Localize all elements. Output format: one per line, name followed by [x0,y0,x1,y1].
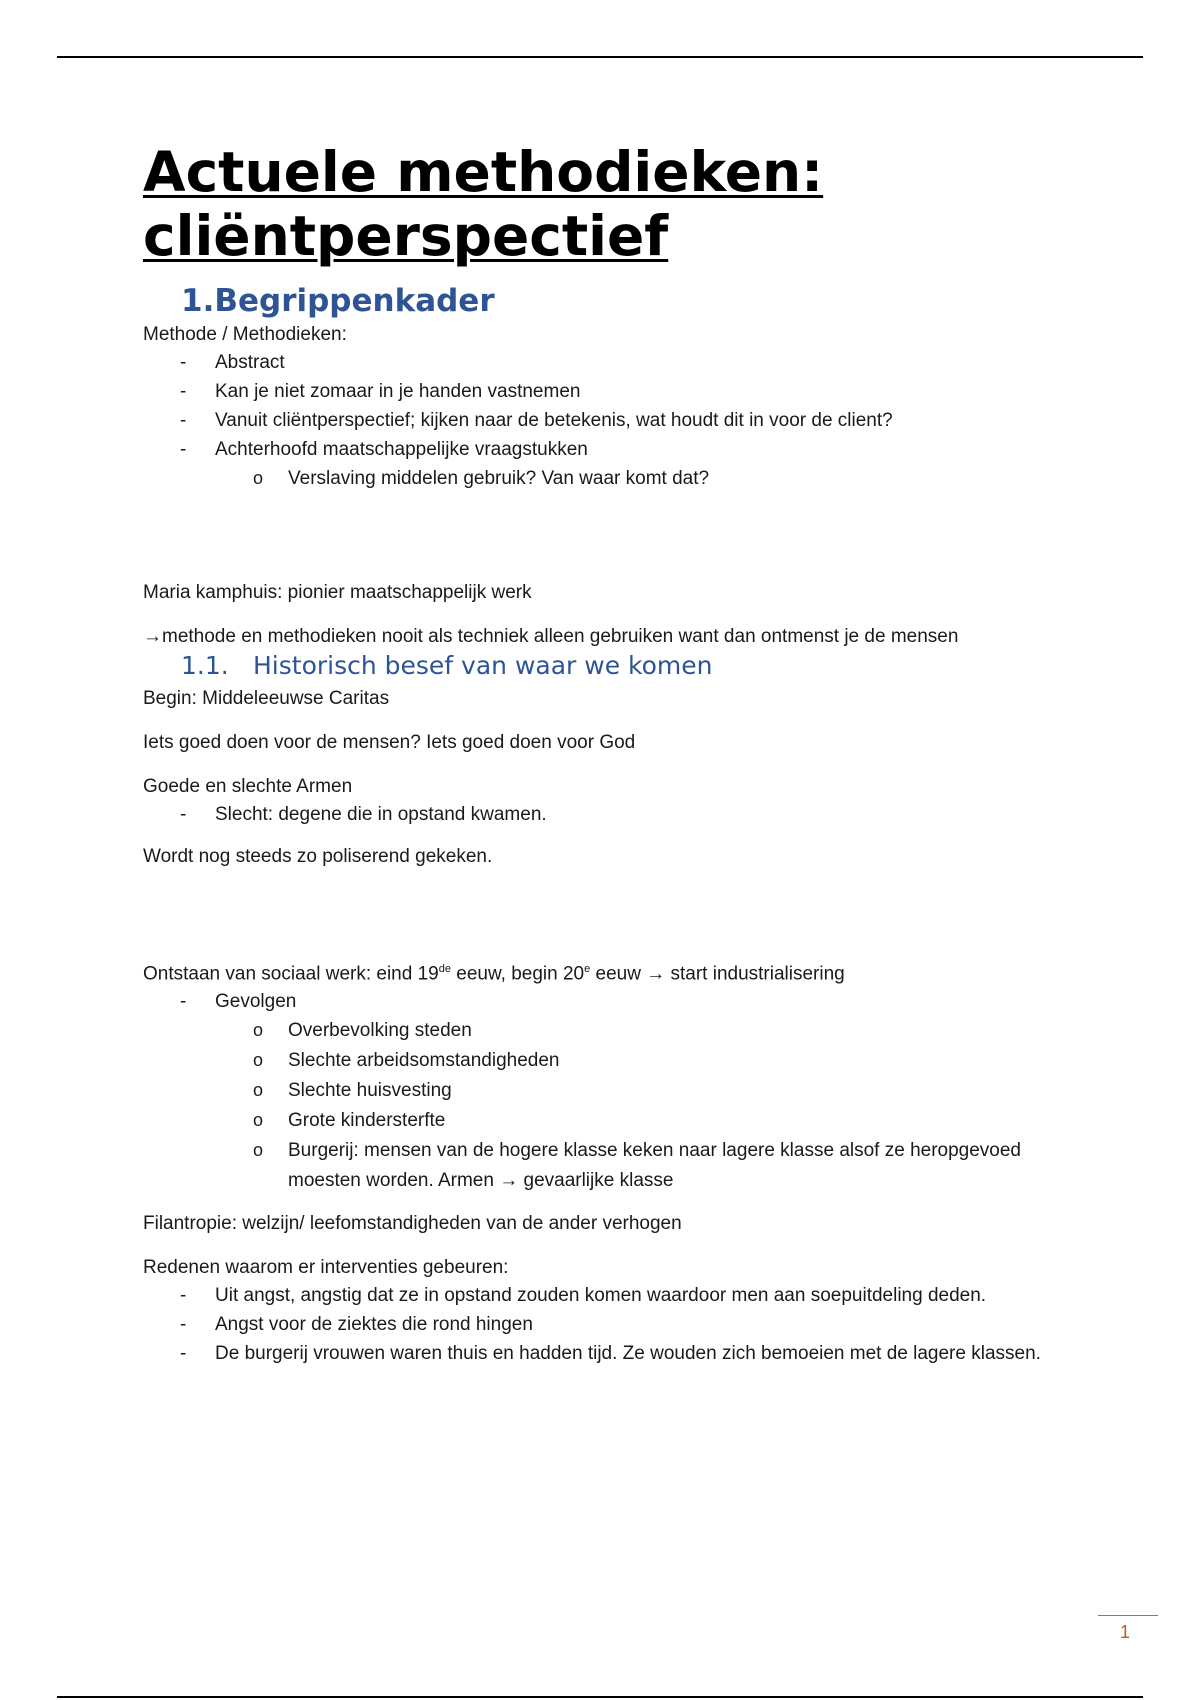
paragraph: Wordt nog steeds zo poliserend gekeken. [143,846,493,867]
bullet-list [143,1281,1103,1368]
paragraph: Methode / Methodieken: [143,324,347,345]
paragraph: Maria kamphuis: pionier maatschappelijk werk [143,582,532,603]
footer-bottom-rule [57,1696,1143,1698]
bullet-list [143,987,1103,1016]
bullet-list [143,800,1103,829]
paragraph: Iets goed doen voor de mensen? Iets goed doen voor God [143,732,636,753]
document-title [143,140,1103,268]
list-item: o Verslaving middelen gebruik? Van waar komt dat? [143,464,1103,494]
page-number: 1 [1120,1622,1131,1642]
section-heading-text: Historisch besef van waar we komen [253,651,713,680]
text-run: Ontstaan van sociaal werk: eind 19 [143,963,439,985]
list-item: - Angst voor de ziektes die rond hingen [143,1310,1103,1339]
sub-bullet-list [143,1016,1103,1196]
text-run: eeuw, begin 20 [450,963,585,985]
sub-bullet-list [143,464,1103,494]
paragraph: Filantropie: welzijn/ leefomstandigheden van de ander verhogen [143,1213,682,1235]
list-item: - Kan je niet zomaar in je handen vastnemen [143,377,1103,406]
section-heading-begrippenkader: 1.Begrippenkader [181,283,495,319]
document-body [143,140,1103,1368]
title-line-1: Actuele methodieken: [143,140,824,204]
section-heading-historisch-besef [181,650,1103,682]
list-item: o Slechte arbeidsomstandigheden [143,1046,1103,1076]
list-item: o Overbevolking steden [143,1016,1103,1046]
bullet-list [143,348,1103,464]
paragraph [143,956,1103,987]
list-item: o Burgerij: mensen van de hogere klasse keken naar lagere klasse alsof ze heropgevoed moesten worden. Armen → gevaarlijke klasse [143,1136,1103,1196]
paragraph: Goede en slechte Armen [143,776,353,797]
footer-rule [1098,1615,1158,1616]
paragraph: →methode en methodieken nooit als techniek alleen gebruiken want dan ontmenst je de mensen [143,626,959,647]
list-item: - Gevolgen [143,987,1103,1016]
paragraph: Begin: Middeleeuwse Caritas [143,688,390,709]
superscript: e [584,963,591,975]
superscript: de [438,963,451,975]
list-item: o Slechte huisvesting [143,1076,1103,1106]
text-run: eeuw → start industrialisering [590,963,845,985]
list-item: - Uit angst, angstig dat ze in opstand zouden komen waardoor men aan soepuitdeling deden. [143,1281,1103,1310]
title-line-2: cliëntperspectief [143,204,669,268]
list-item: - Slecht: degene die in opstand kwamen. [143,800,1103,829]
paragraph: Redenen waarom er interventies gebeuren: [143,1257,509,1279]
list-item: o Grote kindersterfte [143,1106,1103,1136]
list-item: - Abstract [143,348,1103,377]
header-rule [57,56,1143,58]
list-item: - Achterhoofd maatschappelijke vraagstukken [143,435,1103,464]
list-item: - Vanuit cliëntperspectief; kijken naar de betekenis, wat houdt dit in voor de client? [143,406,1103,435]
section-number: 1.1. [181,651,229,680]
list-item: - De burgerij vrouwen waren thuis en hadden tijd. Ze wouden zich bemoeien met de lagere klassen. [143,1339,1103,1368]
